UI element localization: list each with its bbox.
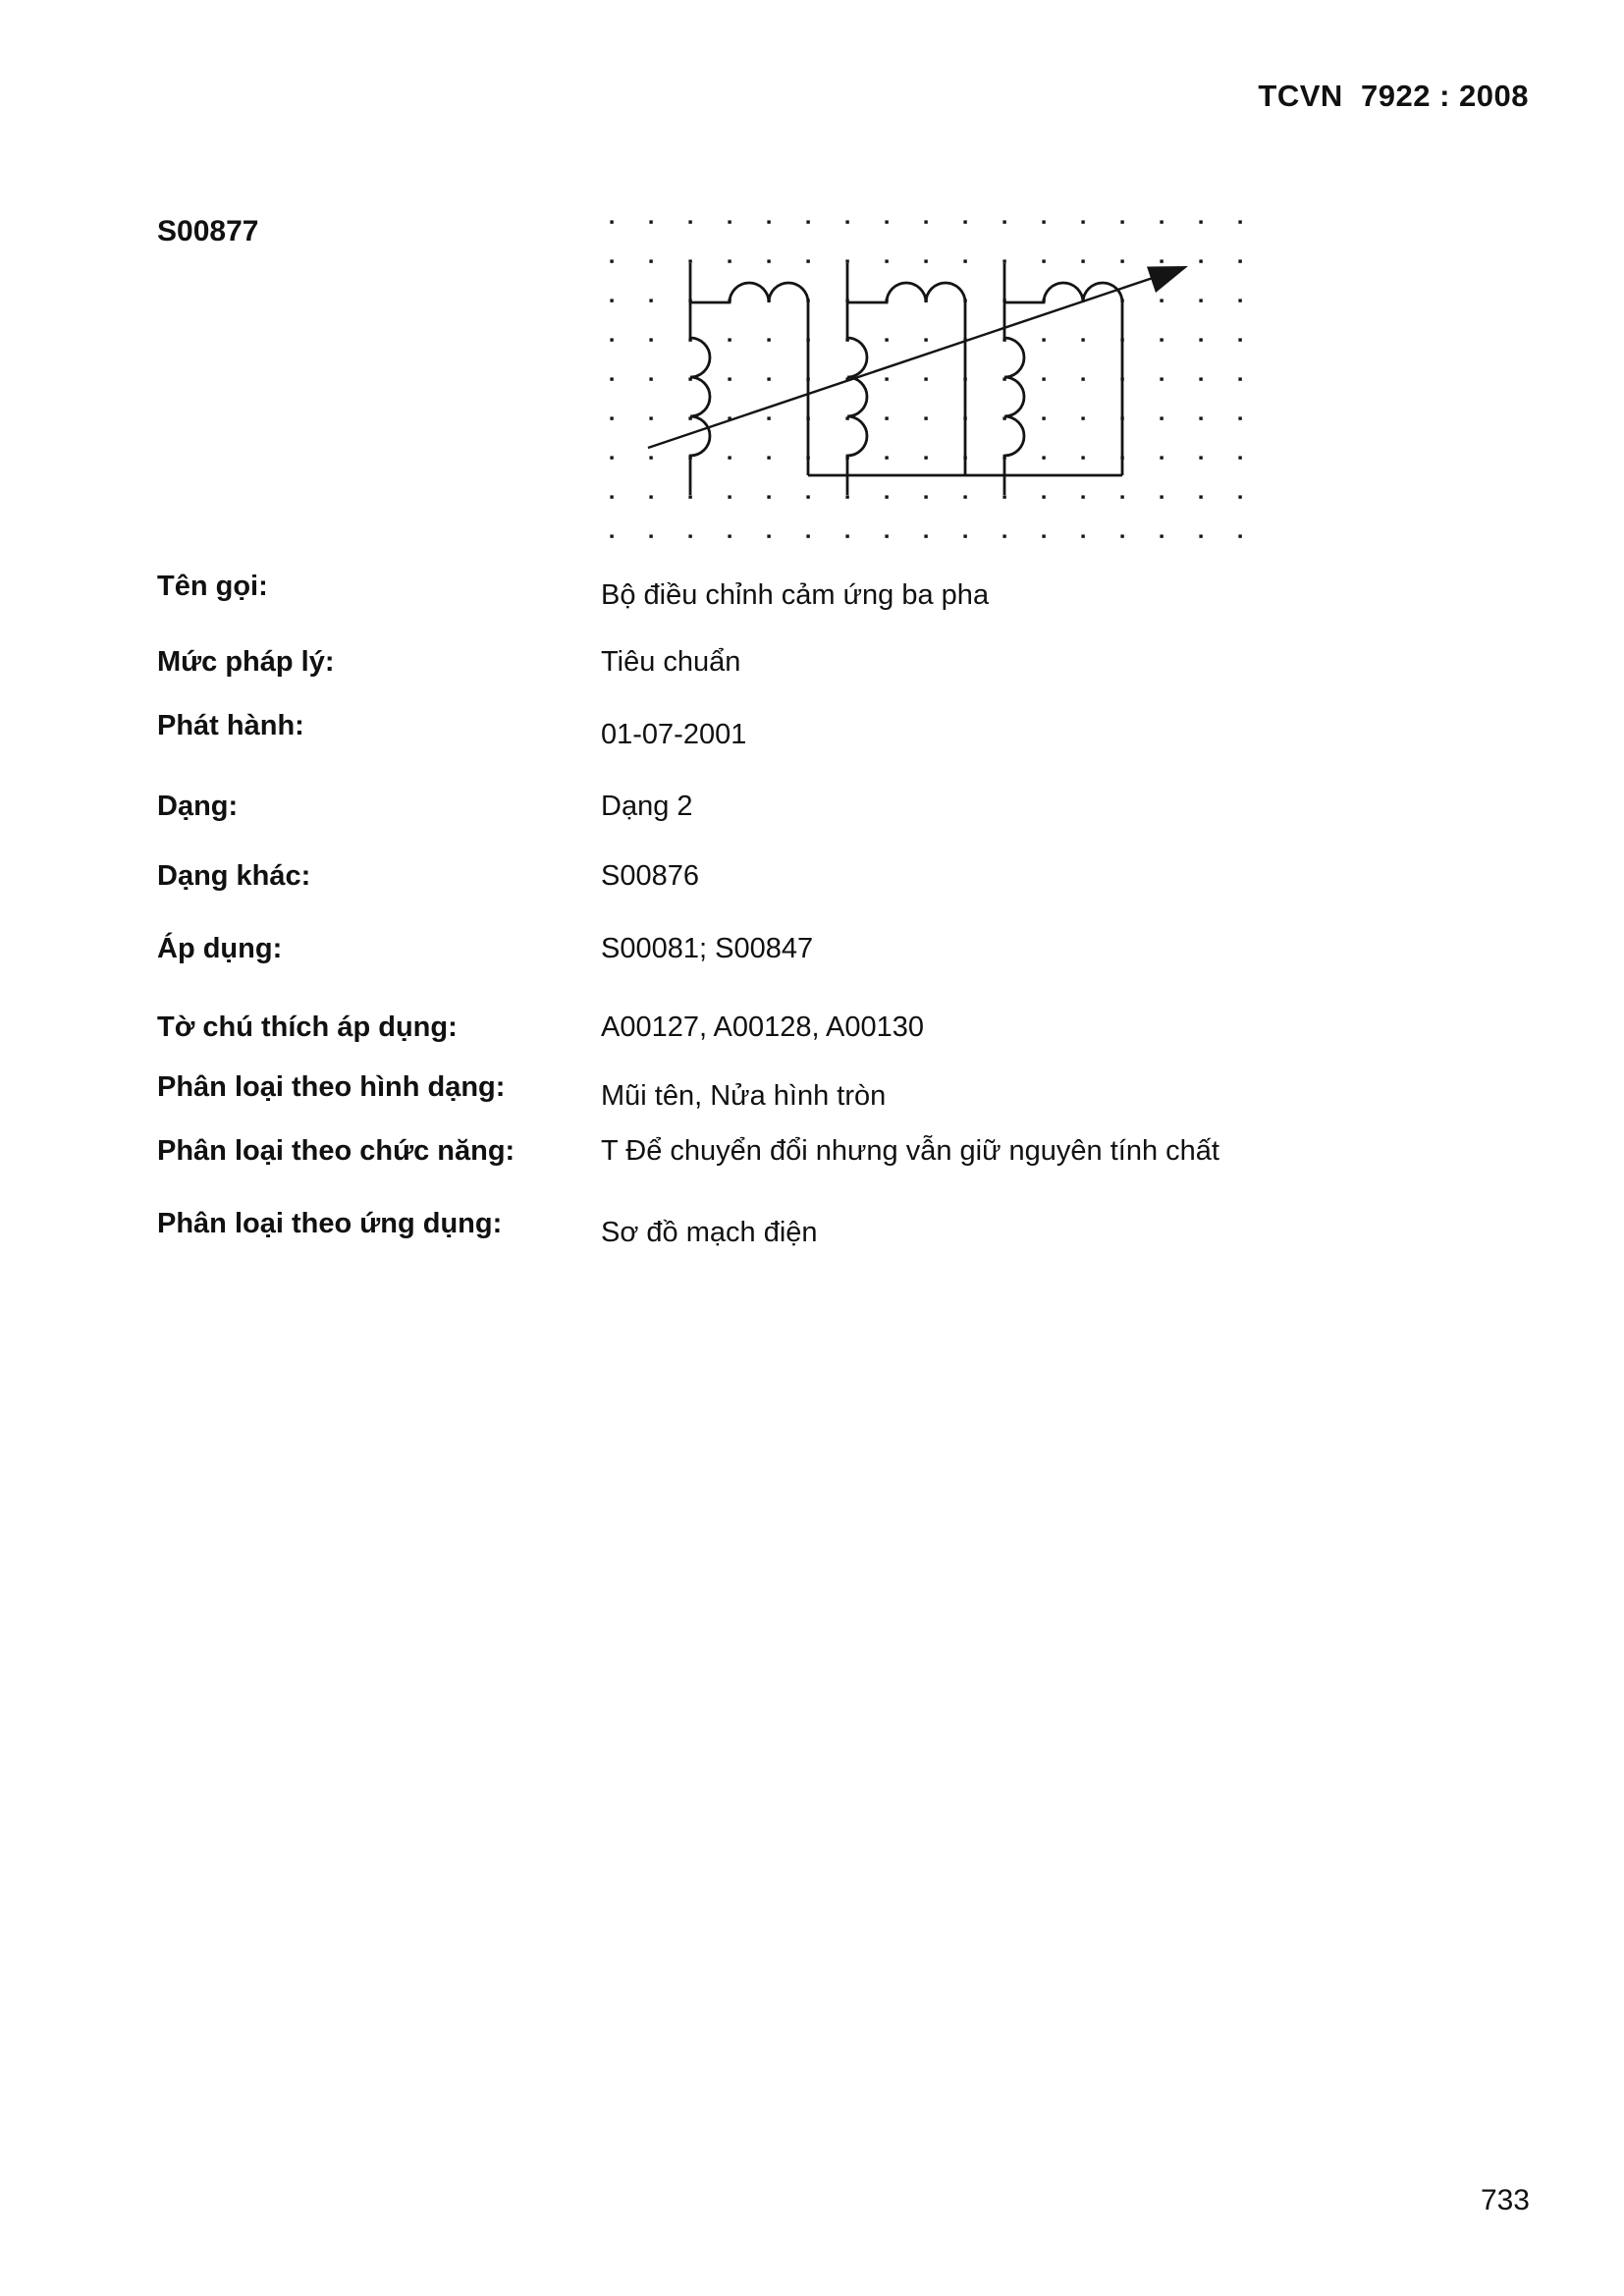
field-value: Tiêu chuẩn	[601, 646, 741, 678]
field-label: Phát hành:	[157, 710, 304, 741]
field-row-dang	[157, 790, 1532, 823]
field-label: Phân loại theo hình dạng:	[157, 1071, 506, 1103]
field-label: Áp dụng:	[157, 933, 283, 964]
standard-code-header: TCVN 7922 : 2008	[1258, 79, 1529, 113]
field-label: Mức pháp lý:	[157, 646, 335, 678]
field-label: Dạng khác:	[157, 860, 311, 892]
field-value: T Để chuyển đổi nhưng vẫn giữ nguyên tính chất	[601, 1135, 1219, 1167]
field-label: Phân loại theo ứng dụng:	[157, 1208, 503, 1239]
field-row-dang-khac	[157, 859, 1532, 893]
page-number: 733	[1480, 2184, 1530, 2216]
field-value: S00081; S00847	[601, 933, 814, 964]
field-value: Sơ đồ mạch điện	[601, 1217, 818, 1248]
field-value: A00127, A00128, A00130	[601, 1011, 924, 1043]
field-row-phan-loai-chuc-nang	[157, 1134, 1532, 1168]
field-label: Phân loại theo chức năng:	[157, 1135, 515, 1167]
field-value: S00876	[601, 860, 699, 892]
symbol-id: S00877	[157, 215, 259, 247]
field-row-ap-dung	[157, 932, 1532, 965]
field-row-phat-hanh	[157, 709, 1532, 750]
field-row-to-chu-thich-ap-dung	[157, 1011, 1532, 1044]
field-value: Dạng 2	[601, 791, 693, 822]
field-row-ten-goi	[157, 570, 1532, 611]
field-label: Tờ chú thích áp dụng:	[157, 1011, 458, 1043]
field-value: 01-07-2001	[601, 719, 747, 750]
field-label: Dạng:	[157, 791, 239, 822]
field-value: Bộ điều chỉnh cảm ứng ba pha	[601, 579, 990, 611]
field-row-phan-loai-ung-dung	[157, 1207, 1532, 1248]
field-value: Mũi tên, Nửa hình tròn	[601, 1080, 887, 1112]
field-row-phan-loai-hinh-dang	[157, 1070, 1532, 1112]
field-row-muc-phap-ly	[157, 645, 1532, 679]
field-label: Tên gọi:	[157, 571, 268, 602]
